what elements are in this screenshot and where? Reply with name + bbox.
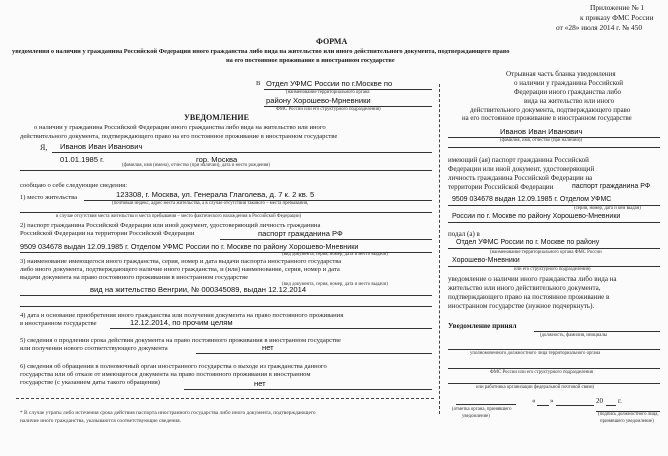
to-office-note: (наименование территориального органа bbox=[286, 90, 370, 95]
appendix-label: Приложение № 1 bbox=[590, 3, 645, 12]
to-office-line1: Отдел УФМС России по г.Москве по bbox=[266, 79, 393, 88]
stub-office-note2: или его структурного подразделения) bbox=[514, 267, 591, 272]
stub-heading5: действительного документа, подтверждающего право bbox=[470, 106, 631, 114]
p4-text2: в иностранном государстве bbox=[20, 320, 97, 327]
date-year: 20 bbox=[596, 397, 603, 405]
reg-note1: (отметка органа, принявшего bbox=[452, 407, 512, 412]
tear-line-vertical bbox=[439, 84, 440, 414]
stub-fms-note: ФМС России или его структурного подразделения bbox=[490, 370, 593, 375]
p1-note: (почтовый индекс, адрес места жительства, а в случае отсутствия такового – места пребывания, bbox=[112, 201, 309, 206]
p3-text2: либо иного документа, подтверждающего наличие иного гражданства, и (или) наименование, серия, номер и дата bbox=[20, 266, 340, 273]
stub-text1: уведомление о наличии иного гражданства либо вида на bbox=[448, 275, 617, 283]
stub-doc-note: (серия, номер, дата и кем выдан) bbox=[574, 206, 641, 211]
intro-line2: действительного документа, подтверждающего право на его постоянное проживание в иностранном государстве bbox=[20, 133, 338, 140]
ya-label: Я, bbox=[40, 143, 48, 152]
stub-doc-text3: личность гражданина Российской Федерации на bbox=[448, 174, 593, 182]
stub-received-note: (должность, фамилия, инициалы bbox=[540, 333, 608, 338]
stub-heading1: Отрывная часть бланка уведомления bbox=[506, 70, 616, 78]
stub-doc-value3: России по г. Москве по району Хорошево-Мневники bbox=[452, 213, 621, 220]
stub-text2: жительство или иного действительного документа, bbox=[448, 284, 601, 292]
p5-text1: 5) сведения о продлении срока действия документа на право постоянного проживания в иностранном государстве bbox=[20, 337, 341, 344]
stub-doc-text4: территории Российской Федерации bbox=[448, 183, 554, 191]
stub-fio: Иванов Иван Иванович bbox=[500, 127, 583, 136]
p3-value: вид на жительство Венгрии, № 000345089, выдан 12.12.2014 bbox=[90, 285, 307, 294]
stub-doc-text2: Федерации или иной документ, удостоверяющий bbox=[448, 165, 595, 173]
p3-note: (вид документа, серия, номер, дата и место выдачи) bbox=[282, 282, 388, 287]
stub-fio-note: (фамилия, имя, отчество (при наличии)) bbox=[500, 138, 583, 143]
p2-text2: Российской Федерации на территории Российской Федерации bbox=[20, 230, 195, 237]
p1-residence: 123308, г. Москва, ул. Генерала Глаголева, д. 7 к. 2 кв. 5 bbox=[116, 190, 315, 199]
date-suffix: г. bbox=[618, 397, 622, 405]
applicant-fio: Иванов Иван Иванович bbox=[60, 142, 143, 151]
stub-office1: Отдел УФМС России по г. Москве по району bbox=[456, 239, 600, 246]
p6-text3: государстве (с указанием даты такого обращения) bbox=[20, 379, 160, 386]
stub-office2: Хорошево-Мневники bbox=[452, 257, 520, 264]
to-office-note2: ФМС России или его структурного подразделения) bbox=[276, 107, 381, 112]
stub-post-note: или работника организации федеральной почтовой связи) bbox=[476, 385, 595, 390]
to-prefix: В bbox=[256, 80, 261, 87]
stub-heading6: на его постоянное проживание в иностранном государстве bbox=[462, 115, 632, 122]
stub-text4: иностранном государстве (нужное подчеркнуть). bbox=[448, 302, 595, 310]
p5-value: нет bbox=[262, 343, 274, 352]
reg-note2: уведомление) bbox=[462, 414, 490, 419]
p6-text2: государства или об отказе от имеющегося документа на право постоянного проживания в иностранном bbox=[20, 371, 311, 378]
p3-text3: выдачи документа на право постоянного проживания в иностранном государстве bbox=[20, 274, 249, 281]
date-open-quote: « bbox=[532, 397, 536, 405]
stub-doc-text1: имеющий (ая) паспорт гражданина Российской bbox=[448, 156, 589, 164]
date-close-quote: » bbox=[550, 397, 554, 405]
report-label: сообщаю о себе следующие сведения: bbox=[20, 182, 128, 189]
stub-doc-value: паспорт гражданина РФ bbox=[572, 183, 651, 190]
stub-received: Уведомление принял bbox=[448, 322, 517, 330]
tear-line-horizontal bbox=[16, 398, 434, 399]
stub-text3: подтверждающего право на постоянное проживание в bbox=[448, 293, 610, 301]
form-subtitle-line1: уведомления о наличии у гражданина Российской Федерации иного гражданства либо вида на жительство или иного действительного документа, подтверждающего право bbox=[12, 48, 510, 55]
stub-heading4: вида на жительство или иного bbox=[524, 97, 615, 105]
p3-text1: 3) наименование имеющегося иного гражданства, серия, номер и дата выдачи паспорта иностранного государства bbox=[20, 258, 342, 265]
applicant-birthplace: гор. Москва bbox=[196, 155, 238, 164]
form-subtitle-line2: на его постоянное проживание в иностранном государстве bbox=[226, 57, 395, 64]
p5-text2: или получении нового соответствующего документа bbox=[20, 345, 168, 352]
p2-note: (вид документа, серия, номер, дата и место выдачи) bbox=[282, 252, 388, 257]
p2-doc-type: паспорт гражданина РФ bbox=[258, 229, 343, 238]
notice-heading: УВЕДОМЛЕНИЕ bbox=[184, 113, 249, 122]
sign-note2: принявшего уведомление) bbox=[600, 419, 654, 424]
p1-note2: в случае отсутствия места жительства и места пребывания – место фактического нахождения в Российской Федерации) bbox=[56, 214, 302, 219]
footnote-line2: наличие иного гражданства, указываются соответствующие сведения. bbox=[20, 418, 181, 424]
to-office-line2: району Хорошево-Мрневники bbox=[266, 96, 371, 105]
footnote-line1: * В случае утраты либо истечения срока действия паспорта иностранного государства либо иного документа, подтверждающего bbox=[20, 410, 316, 416]
form-title: ФОРМА bbox=[316, 37, 348, 46]
applicant-birthdate: 01.01.1985 г. bbox=[60, 155, 105, 164]
stub-doc-value2: 9509 034678 выдан 12.09.1985 г. Отделом УФМС bbox=[452, 196, 612, 203]
stub-office-note: (наименование территориального органа ФМС России bbox=[490, 250, 602, 255]
p4-value: 12.12.2014, по прочим целям bbox=[130, 318, 233, 327]
fio-note: (фамилия, имя (имена), отчество (при наличии), дата и место рождения) bbox=[122, 163, 270, 168]
p6-value: нет bbox=[254, 379, 266, 388]
p1-label: 1) место жительства bbox=[20, 194, 78, 201]
stub-heading3: Федерации иного гражданства либо bbox=[514, 88, 622, 96]
p2-text1: 2) паспорт гражданина Российской Федерации или иной документ, удостоверяющий личность гражданина bbox=[20, 222, 321, 229]
order-date: от «28» июля 2014 г. № 450 bbox=[556, 23, 643, 32]
p4-text1: 4) дата и основание приобретения иного гражданства или получения документа на право постоянного проживания bbox=[20, 312, 344, 319]
intro-line1: о наличии у гражданина Российской Федерации иного гражданства либо вида на жительство или иного bbox=[34, 124, 326, 131]
stub-official-note: уполномоченного должностного лица территориального органа bbox=[470, 351, 601, 356]
order-label: к приказу ФМС России bbox=[580, 13, 654, 22]
p2-doc-value: 9509 034678 выдан 12.09.1985 г. Отделом УФМС России по г. Москве по району Хорошево-Мневники bbox=[20, 242, 359, 251]
stub-submitted: подал (а) в bbox=[448, 230, 480, 238]
p6-text1: 6) сведения об обращении в полномочный орган иностранного государства о выходе из гражданства данного bbox=[20, 363, 327, 370]
stub-heading2: о наличии у гражданина Российской bbox=[514, 79, 623, 87]
sign-note1: (подпись должностного лица, bbox=[598, 412, 659, 417]
